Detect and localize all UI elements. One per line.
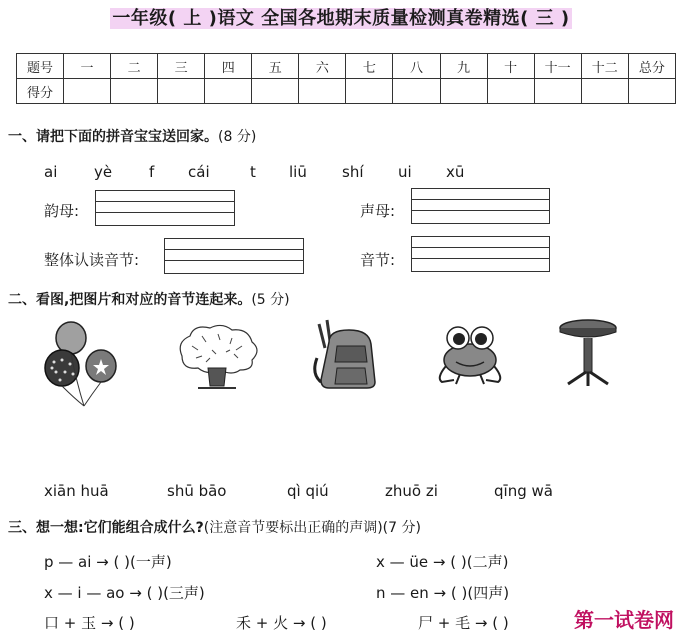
score-cell[interactable] — [440, 79, 487, 104]
word[interactable]: qì qiú — [287, 482, 329, 500]
yunmu-label: 韵母: — [44, 202, 80, 220]
section1-heading: 一、请把下面的拼音宝宝送回家。(8 分) — [8, 129, 257, 145]
score-cell[interactable] — [252, 79, 299, 104]
schoolbag-picture[interactable] — [307, 318, 383, 394]
score-col: 一 — [64, 54, 111, 79]
score-col: 四 — [205, 54, 252, 79]
page-title: 一年级( 上 )语文 全国各地期末质量检测真卷精选( 三 ) — [112, 8, 570, 29]
zhengti-answer-box[interactable] — [164, 238, 304, 274]
syllable: cái — [188, 163, 210, 181]
word[interactable]: xiān huā — [44, 482, 109, 500]
syllable: xū — [446, 163, 465, 181]
score-col: 五 — [252, 54, 299, 79]
syllable: ui — [398, 163, 412, 181]
score-col: 二 — [111, 54, 158, 79]
score-cell[interactable] — [346, 79, 393, 104]
exercise-item[interactable]: 禾 + 火 → ( ) — [236, 614, 327, 632]
score-col: 三 — [158, 54, 205, 79]
exercise-item[interactable]: 尸 + 毛 → ( ) — [418, 614, 509, 632]
score-cell[interactable] — [158, 79, 205, 104]
syllable: shí — [342, 163, 364, 181]
exercise-item[interactable]: x — üe → ( )(二声) — [376, 553, 509, 571]
syllable: yè — [94, 163, 113, 181]
score-col: 七 — [346, 54, 393, 79]
section2-heading: 二、看图,把图片和对应的音节连起来。(5 分) — [8, 292, 290, 308]
score-cell[interactable] — [64, 79, 111, 104]
syllable: liū — [289, 163, 307, 181]
score-table-row-numbers — [17, 54, 676, 79]
exercise-item[interactable]: n — en → ( )(四声) — [376, 584, 510, 602]
exercise-item[interactable]: 口 + 玉 → ( ) — [44, 614, 135, 632]
exercise-item[interactable]: p — ai → ( )(一声) — [44, 553, 172, 571]
word[interactable]: qīng wā — [494, 482, 553, 500]
score-col: 十 — [487, 54, 534, 79]
syllable: f — [149, 163, 155, 181]
syllable: ai — [44, 163, 58, 181]
score-col: 六 — [299, 54, 346, 79]
score-cell[interactable] — [534, 79, 581, 104]
shengmu-label: 声母: — [360, 202, 396, 220]
yinjie-label: 音节: — [360, 251, 396, 269]
score-cell[interactable] — [111, 79, 158, 104]
score-cell[interactable] — [628, 79, 675, 104]
score-cell[interactable] — [581, 79, 628, 104]
score-col: 八 — [393, 54, 440, 79]
score-col: 十二 — [581, 54, 628, 79]
score-cell[interactable] — [487, 79, 534, 104]
score-cell[interactable] — [205, 79, 252, 104]
score-col: 总分 — [628, 54, 675, 79]
frog-picture[interactable] — [432, 322, 508, 388]
zhengti-label: 整体认读音节: — [44, 251, 140, 269]
balloons-picture[interactable] — [40, 320, 120, 412]
section3-heading: 三、想一想:它们能组合成什么?(注意音节要标出正确的声调)(7 分) — [8, 520, 421, 536]
yinjie-answer-box[interactable] — [411, 236, 550, 272]
word[interactable]: shū bāo — [167, 482, 227, 500]
score-col: 九 — [440, 54, 487, 79]
shengmu-answer-box[interactable] — [411, 188, 550, 224]
exercise-item[interactable]: x — i — ao → ( )(三声) — [44, 584, 205, 602]
score-table-row-scores — [17, 79, 676, 104]
yunmu-answer-box[interactable] — [95, 190, 235, 226]
score-table-header-number: 题号 — [17, 54, 64, 79]
watermark-logo: 第一试卷网 — [574, 608, 674, 632]
syllable: t — [250, 163, 256, 181]
score-table — [16, 53, 676, 104]
score-table-header-score: 得分 — [17, 79, 64, 104]
tree-picture[interactable] — [172, 322, 262, 392]
score-cell[interactable] — [393, 79, 440, 104]
table-picture[interactable] — [556, 318, 620, 390]
score-col: 十一 — [534, 54, 581, 79]
word[interactable]: zhuō zi — [385, 482, 438, 500]
score-cell[interactable] — [299, 79, 346, 104]
